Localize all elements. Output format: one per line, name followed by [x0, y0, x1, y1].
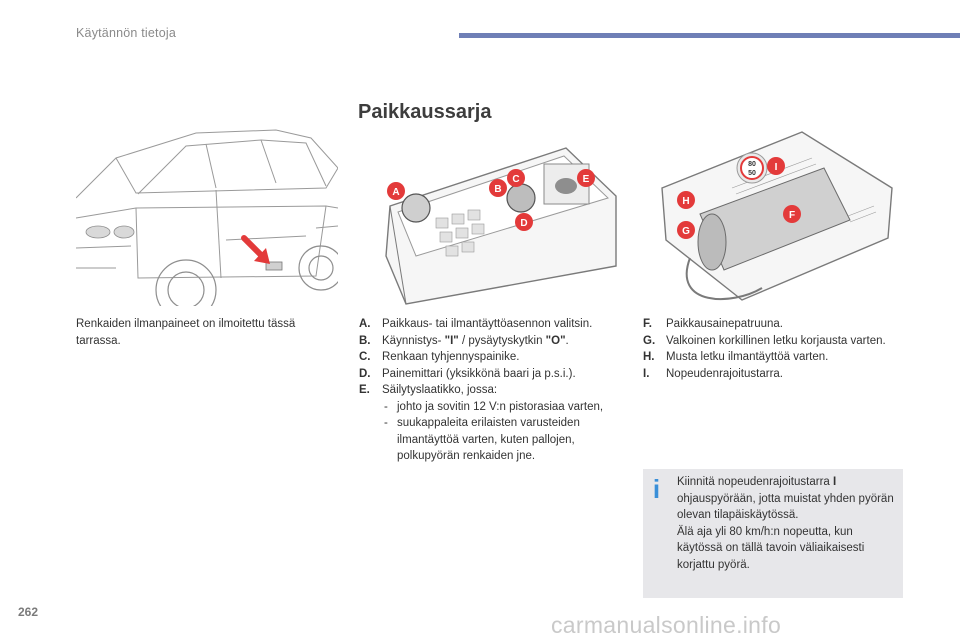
- label-h: [677, 191, 695, 209]
- repair-kit-illustration: [376, 136, 620, 306]
- legend-item-h: [643, 349, 913, 366]
- label-f: [783, 205, 801, 223]
- info-icon: [648, 475, 665, 501]
- info-paragraph-1: Kiinnitä nopeudenrajoitustarra I ohjauspyörään, jotta muistat yhden pyörän olevan tilapäiskäytössä.: [677, 476, 894, 521]
- label-i: [767, 157, 785, 175]
- label-h-text: H: [682, 196, 690, 207]
- info-bold-i: I: [833, 476, 837, 488]
- watermark: carmanualsonline.info: [551, 612, 782, 638]
- legend-item-e: [359, 382, 621, 465]
- info-note-text: [677, 474, 899, 573]
- legend-item-b: [359, 333, 621, 350]
- legend-key: D.: [359, 367, 371, 380]
- legend-right: [643, 316, 913, 382]
- legend-text-pre: Käynnistys-: [382, 334, 445, 347]
- section-title: Paikkaussarja: [358, 101, 492, 123]
- label-g-text: G: [682, 226, 690, 237]
- legend-item-i: [643, 366, 913, 383]
- legend-item-c: [359, 349, 621, 366]
- header-accent-bar: [459, 33, 960, 38]
- label-e: [577, 169, 595, 187]
- legend-text: Nopeudenrajoitustarra.: [666, 367, 783, 380]
- label-c-text: C: [512, 174, 520, 185]
- legend-key: E.: [359, 384, 370, 396]
- label-i-text: I: [774, 162, 778, 173]
- label-a: [387, 182, 405, 200]
- label-d: [515, 213, 533, 231]
- legend-text: Renkaan tyhjennyspainike.: [382, 351, 520, 363]
- svg-text:i: i: [652, 475, 661, 501]
- speed-sticker-80: 80: [748, 161, 756, 168]
- header-title: Käytännön tietoja: [76, 26, 177, 40]
- legend-subitem: - johto ja sovitin 12 V:n pistorasiaa varten,: [382, 399, 621, 416]
- legend-key: A.: [359, 318, 371, 330]
- legend-text-bold-i: "I": [444, 334, 459, 347]
- speed-sticker: [741, 157, 763, 179]
- legend-sublist: [382, 399, 621, 465]
- label-d-text: D: [520, 218, 528, 229]
- info-paragraph-2: Älä aja yli 80 km/h:n nopeutta, kun käytössä on tällä tavoin väliaikaisesti korjattu pyörä.: [677, 525, 865, 571]
- label-f-text: F: [788, 210, 796, 221]
- label-g: [677, 221, 695, 239]
- legend-key: H.: [643, 351, 655, 363]
- legend-key: I.: [643, 367, 650, 380]
- speed-sticker-50: 50: [748, 170, 756, 177]
- page-number: 262: [18, 605, 39, 619]
- legend-text-post: .: [565, 334, 569, 347]
- legend-left: [359, 316, 621, 465]
- legend-subitem: - suukappaleita erilaisten varusteiden ilmantäyttöä varten, kuten pallojen, polkupyörän renkaiden jne.: [382, 415, 621, 465]
- legend-key: G.: [643, 334, 656, 347]
- legend-text-bold-o: "O": [545, 334, 566, 347]
- legend-text-mid: / pysäytyskytkin: [458, 334, 546, 347]
- legend-item-a: [359, 316, 621, 333]
- car-illustration: [76, 128, 338, 306]
- car-figure-caption: Renkaiden ilmanpaineet on ilmoitettu tässä tarrassa.: [76, 318, 296, 347]
- legend-text: Paikkausainepatruuna.: [666, 318, 783, 330]
- legend-text: Valkoinen korkillinen letku korjausta varten.: [666, 334, 886, 347]
- label-pointer-arrow: [244, 238, 270, 264]
- label-a-text: A: [392, 187, 400, 198]
- legend-text: Painemittari (yksikkönä baari ja p.s.i.).: [382, 367, 576, 380]
- label-e-text: E: [582, 174, 590, 185]
- label-c: [507, 169, 525, 187]
- legend-item-d: [359, 366, 621, 383]
- label-b-text: B: [494, 184, 502, 195]
- legend-item-g: [643, 333, 913, 350]
- legend-item-f: [643, 316, 913, 333]
- legend-text: Musta letku ilmantäyttöä varten.: [666, 351, 829, 363]
- legend-key: F.: [643, 318, 652, 330]
- label-b: [489, 179, 507, 197]
- legend-text: Paikkaus- tai ilmantäyttöasennon valitsin.: [382, 318, 593, 330]
- repair-kit-underside-illustration: [652, 128, 902, 306]
- legend-key: C.: [359, 351, 371, 363]
- legend-text: Säilytyslaatikko, jossa:: [382, 384, 498, 396]
- legend-key: B.: [359, 334, 371, 347]
